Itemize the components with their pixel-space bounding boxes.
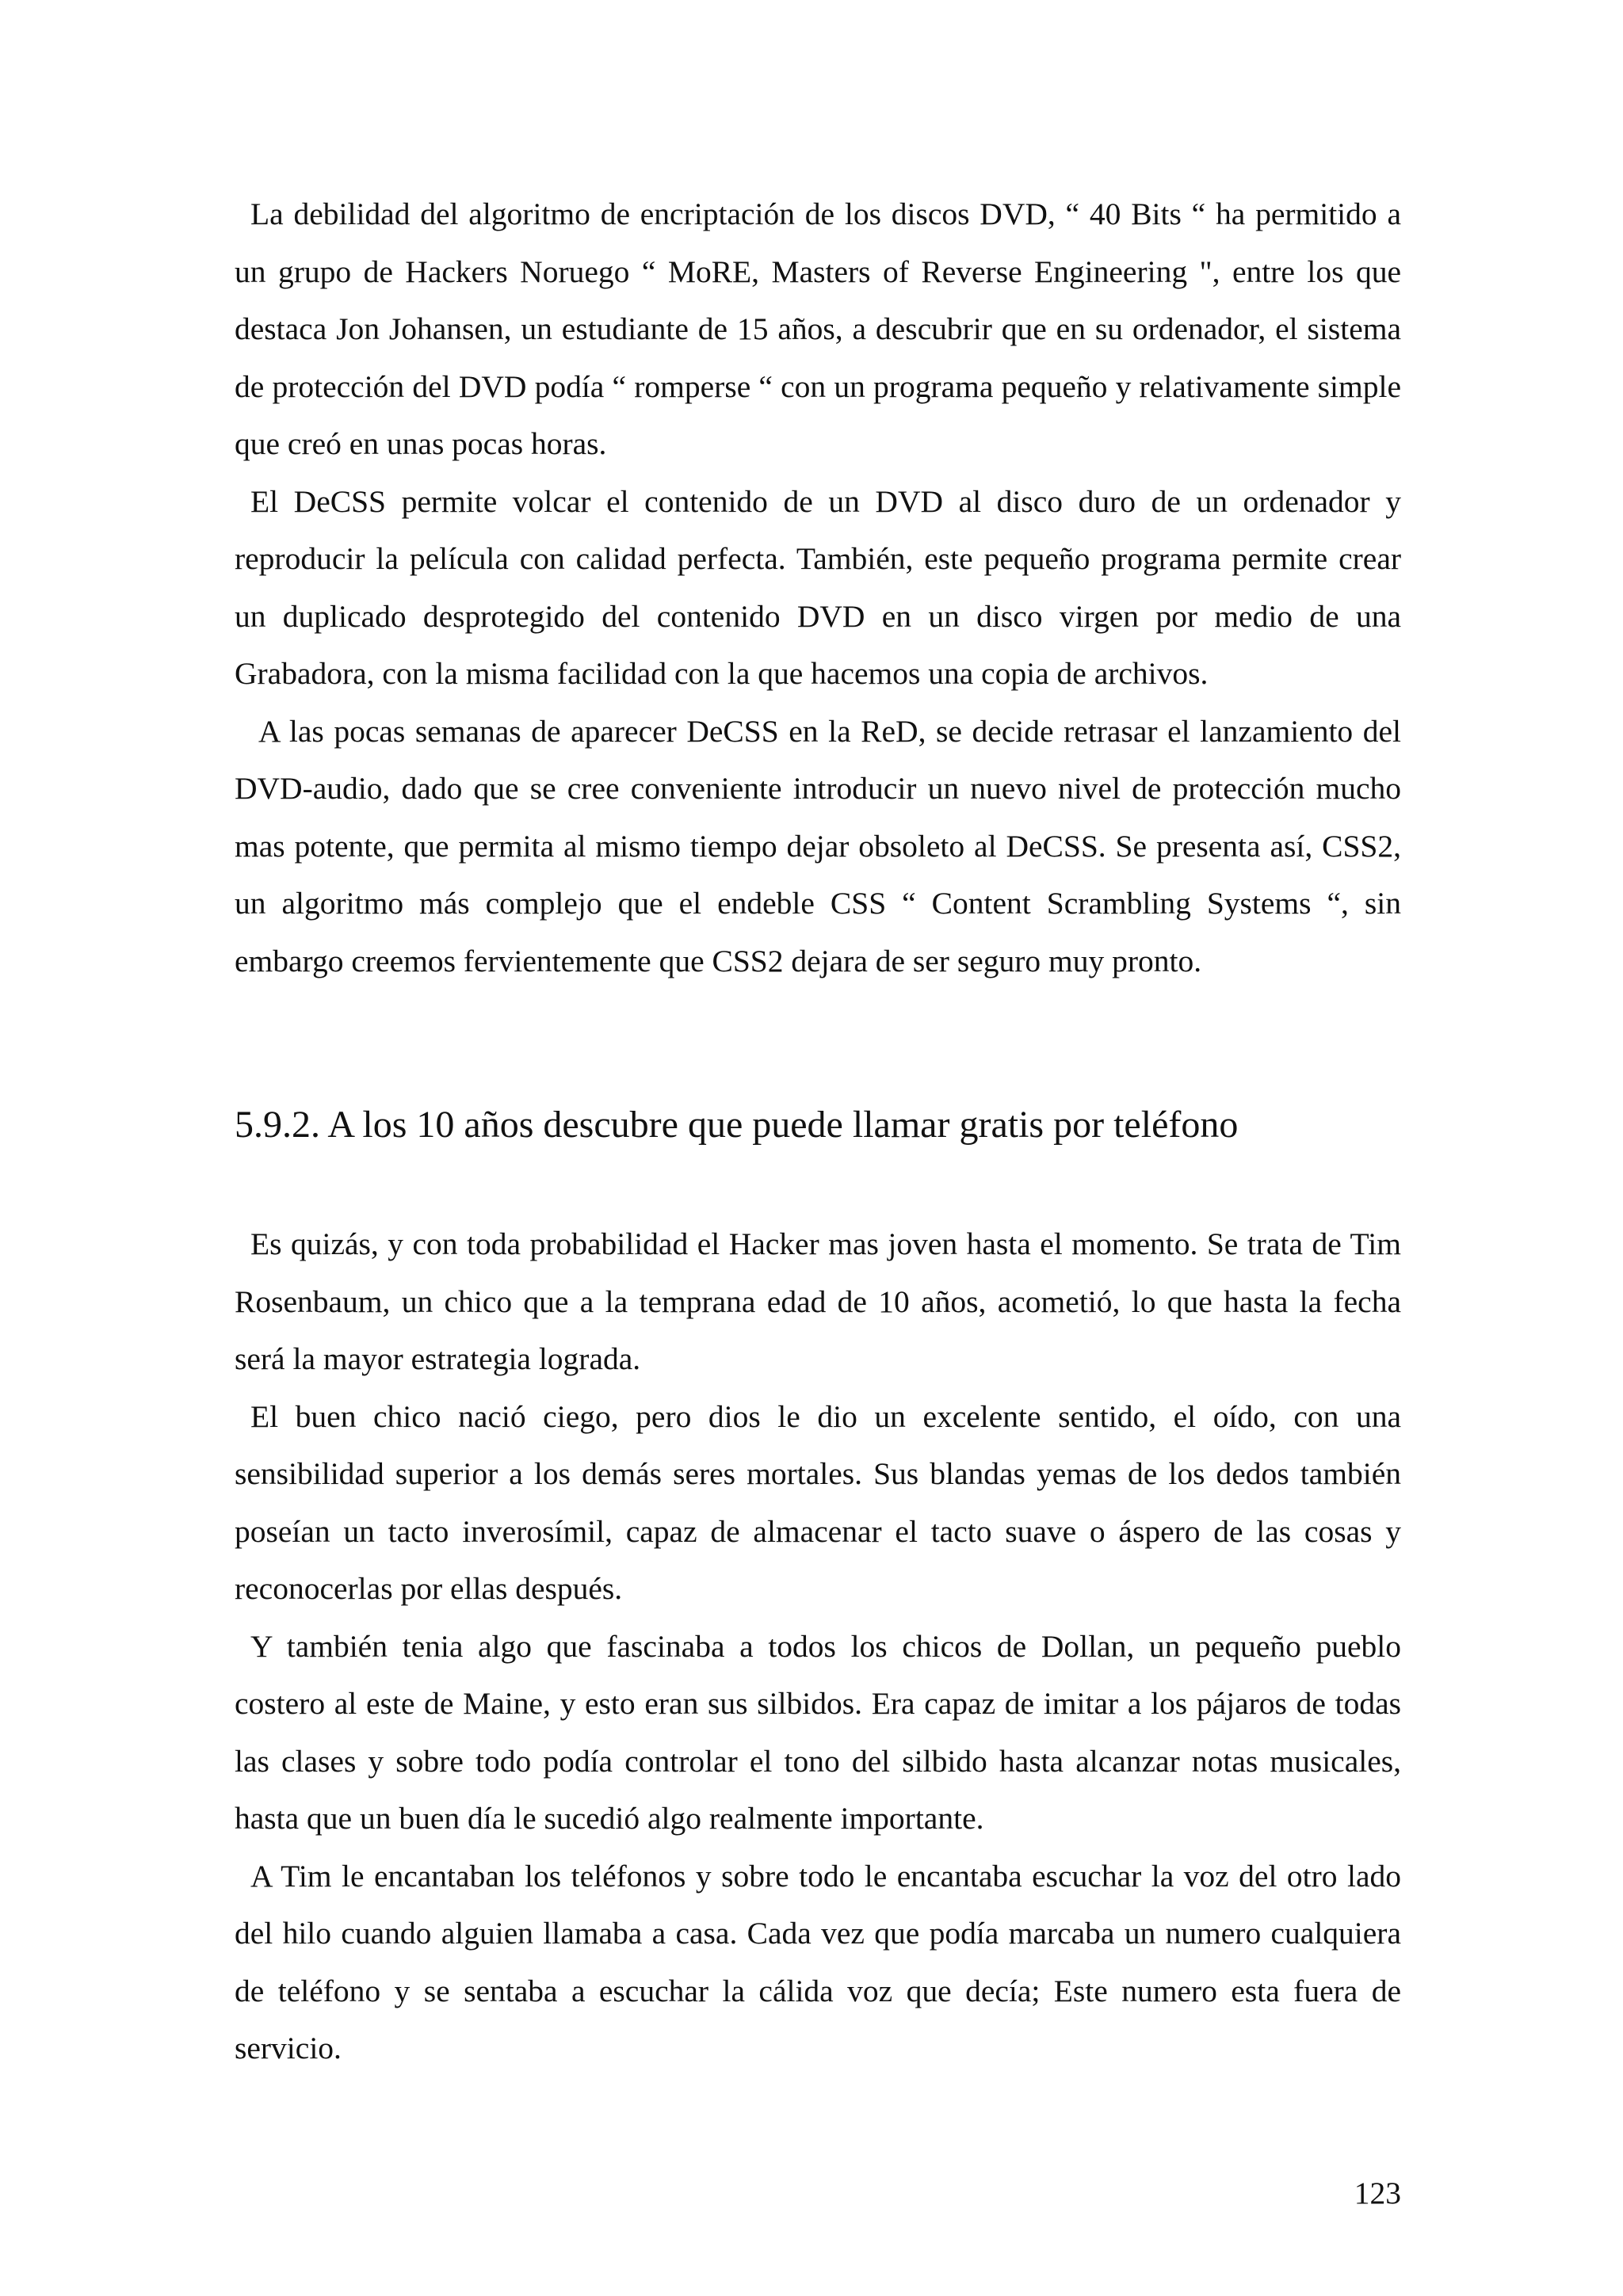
paragraph-decss: El DeCSS permite volcar el contenido de un DVD al disco duro de un ordenador y reproducir la película con calidad perfecta. También, este pequeño programa permite crear un duplicado desprotegido del contenido DVD en un disco virgen por medio de una Grabadora, con la misma facilidad con la que hacemos una copia de archivos. bbox=[235, 483, 1401, 691]
paragraph-whistles: Y también tenia algo que fascinaba a todos los chicos de Dollan, un pequeño pueblo costero al este de Maine, y esto eran sus silbidos. Era capaz de imitar a los pájaros de todas las clases y sobre todo podía controlar el tono del silbido hasta alcanzar notas musicales, hasta que un buen día le sucedió algo realmente importante. bbox=[235, 1628, 1401, 1836]
paragraph-telephones: A Tim le encantaban los teléfonos y sobre todo le encantaba escuchar la voz del otro lado del hilo cuando alguien llamaba a casa. Cada vez que podía marcaba un numero cualquiera de teléfono y se sentaba a escuchar la cálida voz que decía; Este numero esta fuera de servicio. bbox=[235, 1858, 1401, 2065]
section-heading-container bbox=[235, 1097, 1401, 1154]
section-dvd-encryption bbox=[235, 185, 1401, 990]
section-tim-rosenbaum bbox=[235, 1215, 1401, 2077]
paragraph-blind-child: El buen chico nació ciego, pero dios le dio un excelente sentido, el oído, con una sensibilidad superior a los demás seres mortales. Sus blandas yemas de los dedos también poseían un tacto inverosímil, capaz de almacenar el tacto suave o áspero de las cosas y reconocerlas por ellas después. bbox=[235, 1398, 1401, 1606]
section-heading: 5.9.2. A los 10 años descubre que puede llamar gratis por teléfono bbox=[235, 1104, 1239, 1146]
page-number: 123 bbox=[1354, 2176, 1401, 2210]
paragraph-dvd-weakness: La debilidad del algoritmo de encriptación de los discos DVD, “ 40 Bits “ ha permitido a un grupo de Hackers Noruego “ MoRE, Masters of Reverse Engineering ", entre los que destaca Jon Johansen, un estudiante de 15 años, a descubrir que en su ordenador, el sistema de protección del DVD podía “ romperse “ con un programa pequeño y relativamente simple que creó en unas pocas horas. bbox=[235, 196, 1401, 461]
paragraph-css2: A las pocas semanas de aparecer DeCSS en la ReD, se decide retrasar el lanzamiento del DVD-audio, dado que se cree conveniente introducir un nuevo nivel de protección mucho mas potente, que permita al mismo tiempo dejar obsoleto al DeCSS. Se presenta así, CSS2, un algoritmo más complejo que el endeble CSS “ Content Scrambling Systems “, sin embargo creemos fervientemente que CSS2 dejara de ser seguro muy pronto. bbox=[235, 713, 1401, 978]
paragraph-youngest-hacker: Es quizás, y con toda probabilidad el Hacker mas joven hasta el momento. Se trata de Tim Rosenbaum, un chico que a la temprana edad de 10 años, acometió, lo que hasta la fecha será la mayor estrategia lograda. bbox=[235, 1226, 1401, 1376]
